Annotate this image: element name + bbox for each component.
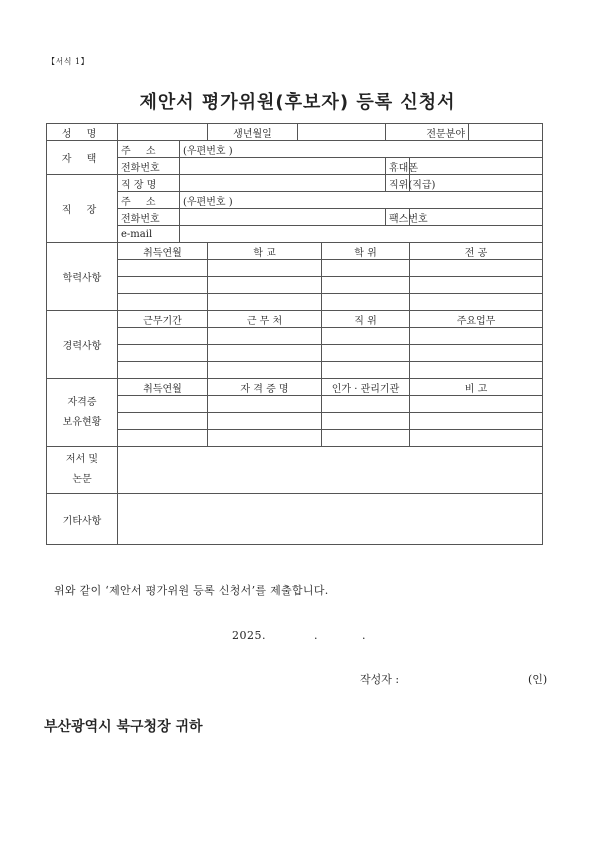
education-row [47,277,543,294]
certificate-label-line2: 보유현황 [62,416,102,428]
field-label: 전문분야 [386,124,469,141]
edu-header-degree: 학 위 [322,243,410,260]
career-cell[interactable] [208,328,322,345]
name-row [47,124,543,141]
cert-header-issuer: 인가 · 관리기관 [322,379,410,396]
home-address-field[interactable] [180,141,543,158]
home-mobile-label: 휴대폰 [386,158,410,175]
submission-statement: 위와 같이 ‘제안서 평가위원 등록 신청서’를 제출합니다. [54,584,329,597]
publications-field[interactable] [118,447,543,494]
cert-header-remarks: 비 고 [410,379,543,396]
edu-cell[interactable] [118,294,208,311]
work-address-field[interactable] [180,192,543,209]
edu-header-major: 전 공 [410,243,543,260]
application-form-table [46,123,543,545]
seal-label: (인) [528,673,548,686]
career-cell[interactable] [208,345,322,362]
career-header-workplace: 근 무 처 [208,311,322,328]
workplace-field[interactable] [180,175,386,192]
edu-cell[interactable] [410,277,543,294]
publications-label-line1: 저서 및 [65,454,99,465]
edu-cell[interactable] [410,260,543,277]
date-line [232,629,366,642]
birth-label: 생년월일 [208,124,298,141]
writer-label: 작성자 : [360,673,400,686]
career-row [47,362,543,379]
date-day-sep: . [362,629,366,642]
education-section-label: 학력사항 [47,243,118,311]
cert-header-name: 자 격 증 명 [208,379,322,396]
cert-cell[interactable] [118,430,208,447]
edu-cell[interactable] [118,277,208,294]
name-label: 성 명 [47,124,118,141]
certificate-label-line1: 자격증 [67,396,97,408]
career-header-position: 직 위 [322,311,410,328]
career-cell[interactable] [322,362,410,379]
field-input[interactable] [469,124,543,141]
career-cell[interactable] [322,328,410,345]
cert-cell[interactable] [208,430,322,447]
name-field[interactable] [118,124,208,141]
edu-cell[interactable] [322,260,410,277]
career-cell[interactable] [118,328,208,345]
other-label: 기타사항 [47,494,118,545]
fax-field[interactable] [410,209,543,226]
edu-header-date: 취득연월 [118,243,208,260]
work-postal-text: (우편번호 ) [183,196,233,208]
edu-cell[interactable] [322,294,410,311]
work-phone-field[interactable] [180,209,386,226]
work-phone-label: 전화번호 [118,209,180,226]
edu-cell[interactable] [208,260,322,277]
cert-cell[interactable] [322,413,410,430]
career-cell[interactable] [208,362,322,379]
career-cell[interactable] [410,328,543,345]
cert-cell[interactable] [410,413,543,430]
form-number: 【서식 1】 [47,57,90,66]
publications-label [47,447,118,494]
home-phone-label: 전화번호 [118,158,180,175]
edu-cell[interactable] [322,277,410,294]
birth-field[interactable] [298,124,386,141]
edu-cell[interactable] [118,260,208,277]
home-postal-text: (우편번호 ) [183,145,233,157]
work-address-label: 주 소 [118,192,180,209]
home-section-label: 자 택 [47,141,118,175]
work-section-label: 직 장 [47,175,118,243]
career-cell[interactable] [118,345,208,362]
cert-cell[interactable] [322,396,410,413]
date-year: 2025. [232,629,266,642]
certificate-section-label [47,379,118,447]
home-address-label: 주 소 [118,141,180,158]
recipient: 부산광역시 북구청장 귀하 [44,719,203,735]
education-row [47,260,543,277]
education-row [47,294,543,311]
cert-cell[interactable] [208,396,322,413]
date-month-sep: . [314,629,318,642]
career-cell[interactable] [410,345,543,362]
certificate-row [47,413,543,430]
workplace-label: 직 장 명 [118,175,180,192]
edu-cell[interactable] [410,294,543,311]
home-phone-field[interactable] [180,158,386,175]
career-row [47,345,543,362]
cert-cell[interactable] [322,430,410,447]
career-cell[interactable] [410,362,543,379]
career-row [47,328,543,345]
career-cell[interactable] [118,362,208,379]
cert-header-date: 취득연월 [118,379,208,396]
email-label: e-mail [118,226,180,243]
career-cell[interactable] [322,345,410,362]
cert-cell[interactable] [118,396,208,413]
fax-label: 팩스번호 [386,209,410,226]
edu-cell[interactable] [208,277,322,294]
edu-cell[interactable] [208,294,322,311]
publications-label-line2: 논문 [72,474,92,485]
cert-cell[interactable] [208,413,322,430]
cert-cell[interactable] [410,396,543,413]
career-header-duties: 주요업무 [410,311,543,328]
career-header-period: 근무기간 [118,311,208,328]
position-label: 직위(직급) [386,175,410,192]
career-section-label: 경력사항 [47,311,118,379]
certificate-row [47,396,543,413]
cert-cell[interactable] [118,413,208,430]
home-mobile-field[interactable] [410,158,543,175]
form-title: 제안서 평가위원(후보자) 등록 신청서 [139,92,456,113]
certificate-row [47,430,543,447]
cert-cell[interactable] [410,430,543,447]
email-field[interactable] [180,226,543,243]
other-field[interactable] [118,494,543,545]
edu-header-school: 학 교 [208,243,322,260]
